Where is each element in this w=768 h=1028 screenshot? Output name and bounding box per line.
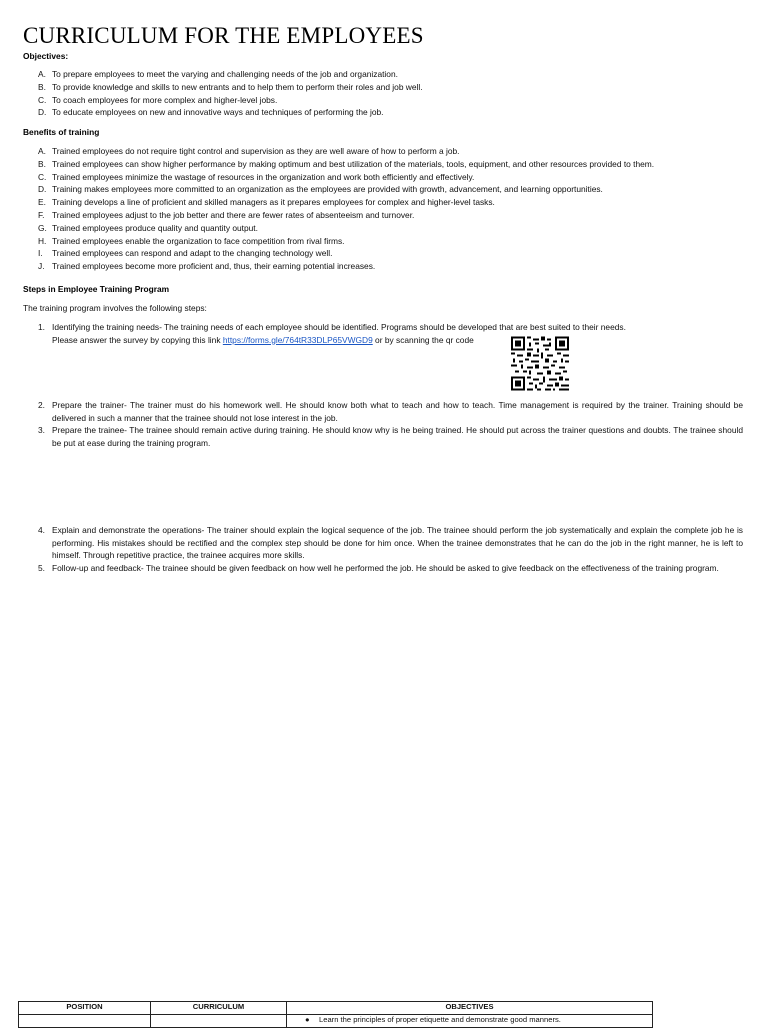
item-text: Training develops a line of proficient and skilled managers as it prepares employees for complex and higher-level tasks. <box>52 197 495 208</box>
item-marker: 5. <box>38 562 45 573</box>
objectives-list <box>0 68 423 119</box>
item-marker: 3. <box>38 425 45 436</box>
item-marker: F. <box>38 209 45 220</box>
bullet-icon: ● <box>305 1015 310 1024</box>
steps-intro: The training program involves the following steps: <box>23 303 207 313</box>
objective-item <box>0 81 423 94</box>
benefit-item <box>0 158 654 171</box>
item-marker: B. <box>38 158 46 169</box>
benefit-item <box>0 171 654 184</box>
benefit-item <box>0 145 654 158</box>
step-text: Prepare the trainee- The trainee should remain active during training. He should know why is he being trained. He should put across the trainer questions and doubts. The trainee should be put at ease during the training program. <box>52 425 743 448</box>
benefit-item <box>0 247 654 260</box>
item-marker: 4. <box>38 525 45 535</box>
step-text: Explain and demonstrate the operations- The trainer should explain the logical sequence of the job. The trainee should perform the job systematically and explain the complete job he is performing. His mistakes should be rectified and the complex step should be done for him once. When the trainee demonstrates that he can do the job in the right manner, he is left to himself. Through repetitive practice, the trainee acquires more skills. <box>52 525 743 561</box>
benefit-item <box>0 260 654 273</box>
benefit-item <box>0 222 654 235</box>
item-marker: A. <box>38 146 46 156</box>
header-curriculum: CURRICULUM <box>151 1002 287 1015</box>
step-line-prefix: Please answer the survey by copying this link <box>52 334 223 345</box>
item-marker: G. <box>38 222 47 233</box>
item-text: To coach employees for more complex and higher-level jobs. <box>52 94 278 105</box>
step-line: Identifying the training needs- The training needs of each employee should be identified. Programs should be developed that are best suited to their needs. <box>52 322 626 332</box>
objective-item <box>0 106 423 119</box>
cell-position <box>19 1015 151 1028</box>
header-objectives: OBJECTIVES <box>287 1002 653 1015</box>
item-marker: 2. <box>38 400 45 410</box>
steps-list-part2 <box>0 399 743 449</box>
item-marker: H. <box>38 235 47 246</box>
objectives-heading: Objectives: <box>23 51 69 61</box>
steps-heading: Steps in Employee Training Program <box>23 284 170 294</box>
item-text: Trained employees adjust to the job better and there are fewer rates of absenteeism and turnover. <box>52 209 415 220</box>
item-marker: D. <box>38 107 47 118</box>
table-header-row <box>19 1002 653 1015</box>
item-text: Trained employees become more proficient and, thus, their earning potential increases. <box>52 261 376 272</box>
item-marker: E. <box>38 197 46 208</box>
item-text: To provide knowledge and skills to new entrants and to help them to perform their roles and job well. <box>52 81 423 92</box>
steps-list-part3 <box>0 524 743 574</box>
step-item <box>0 399 743 424</box>
objective-item <box>0 68 423 81</box>
item-text: To prepare employees to meet the varying and challenging needs of the job and organization. <box>52 69 398 79</box>
step-text: Prepare the trainer- The trainer must do his homework well. He should know both what to teach and how to teach. Time management is required by the trainer. Training should be delivered in such a manner that the trainee should not lose interest in the job. <box>52 400 743 423</box>
step-text <box>52 321 743 346</box>
benefit-item <box>0 196 654 209</box>
item-marker: 1. <box>38 322 45 332</box>
objective-text: Learn the principles of proper etiquette and demonstrate good manners. <box>319 1015 561 1024</box>
benefit-item <box>0 183 654 196</box>
item-text: Trained employees minimize the wastage of resources in the organization and work both efficiently and effectively. <box>52 171 475 182</box>
item-marker: C. <box>38 94 47 105</box>
page-title: CURRICULUM FOR THE EMPLOYEES <box>23 23 424 48</box>
step-line-suffix: or by scanning the qr code <box>372 334 474 345</box>
step-item <box>0 524 743 562</box>
cell-curriculum <box>151 1015 287 1028</box>
item-text: Trained employees enable the organization to face competition from rival firms. <box>52 235 345 246</box>
item-marker: B. <box>38 81 46 92</box>
step-item <box>0 321 743 346</box>
item-marker: A. <box>38 69 46 79</box>
benefits-list <box>0 145 654 273</box>
objective-item <box>0 94 423 107</box>
table-row <box>19 1015 653 1028</box>
survey-link[interactable]: https://forms.gle/764tR33DLP65VWGD9 <box>222 334 373 345</box>
benefit-item <box>0 209 654 222</box>
steps-list-part1 <box>0 321 743 346</box>
step-item <box>0 424 743 449</box>
item-marker: J. <box>38 261 45 272</box>
step-item <box>0 562 743 575</box>
header-position: POSITION <box>19 1002 151 1015</box>
item-text: Trained employees can respond and adapt to the changing technology well. <box>52 248 333 259</box>
benefits-heading: Benefits of training <box>23 127 100 137</box>
benefit-item <box>0 235 654 248</box>
item-text: Training makes employees more committed to an organization as the employees are provided with growth, advancement, and learning opportunities. <box>52 184 603 195</box>
qr-code-icon[interactable] <box>511 336 569 391</box>
item-marker: C. <box>38 171 47 182</box>
item-text: Trained employees produce quality and quantity output. <box>52 222 258 233</box>
item-text: Trained employees can show higher performance by making optimum and best utilization of the materials, tools, equipment, and other resources provided to them. <box>52 158 655 169</box>
item-text: Trained employees do not require tight control and supervision as they are well aware of how to perform a job. <box>52 146 460 156</box>
item-marker: D. <box>38 184 47 195</box>
item-marker: I. <box>38 248 43 259</box>
step-text: Follow-up and feedback- The trainee should be given feedback on how well he performed the job. He should be asked to give feedback on the effectiveness of the training program. <box>52 562 719 573</box>
item-text: To educate employees on new and innovative ways and techniques of performing the job. <box>52 107 384 118</box>
cell-objective <box>287 1015 653 1028</box>
